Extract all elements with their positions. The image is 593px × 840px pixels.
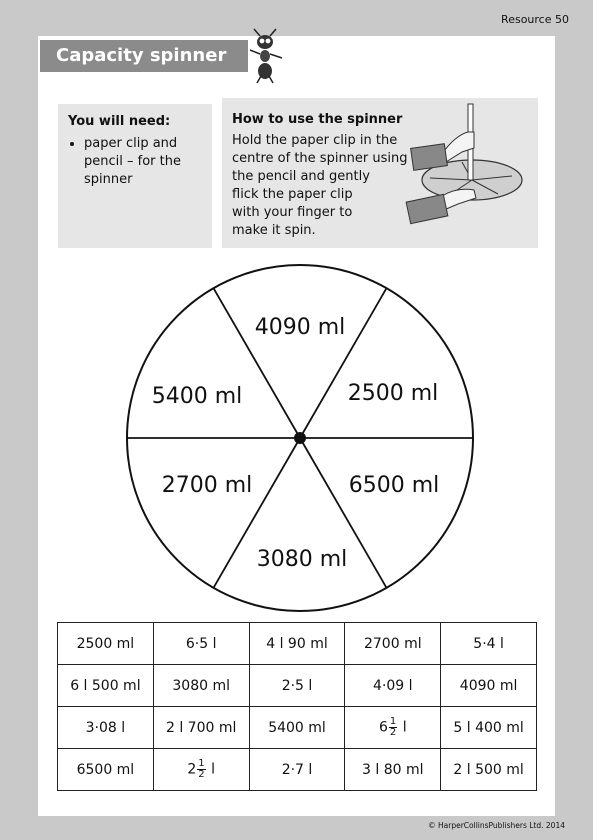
instruction-line: flick the paper clip xyxy=(232,187,353,202)
grid-cell: 3 l 80 ml xyxy=(345,749,441,791)
instruction-line: make it spin. xyxy=(232,223,316,238)
grid-cell: 2 l 500 ml xyxy=(441,749,537,791)
table-row xyxy=(58,707,537,749)
copyright-notice: © HarperCollinsPublishers Ltd. 2014 xyxy=(428,821,565,830)
instruction-line: Hold the paper clip in the xyxy=(232,133,398,148)
grid-cell: 2·7 l xyxy=(249,749,345,791)
grid-cell: 3·08 l xyxy=(58,707,154,749)
grid-cell: 6500 ml xyxy=(58,749,154,791)
instruction-line: with your finger to xyxy=(232,205,353,220)
table-row xyxy=(58,623,537,665)
grid-cell: 2700 ml xyxy=(345,623,441,665)
grid-cell: 3080 ml xyxy=(153,665,249,707)
grid-cell: 5 l 400 ml xyxy=(441,707,537,749)
spinner-section-label: 5400 ml xyxy=(151,384,243,409)
grid-cell: 2 $\frac{1}{2}$ l xyxy=(153,749,249,791)
grid-cell: 6·5 l xyxy=(153,623,249,665)
grid-cell: 4090 ml xyxy=(441,665,537,707)
ant-mascot-icon xyxy=(246,28,286,84)
list-item: • paper clip and pencil – for the spinner xyxy=(84,135,212,189)
grid-cell: 4·09 l xyxy=(345,665,441,707)
instruction-line: the pencil and gently xyxy=(232,169,370,184)
grid-cell: 2500 ml xyxy=(58,623,154,665)
spinner-section-label: 4090 ml xyxy=(254,315,346,340)
table-row xyxy=(58,749,537,791)
resource-label: Resource 50 xyxy=(501,13,569,26)
spinner-section-label: 2700 ml xyxy=(161,473,253,498)
how-to-instructions xyxy=(232,132,410,240)
you-will-need-panel xyxy=(58,104,212,248)
grid-cell: 5·4 l xyxy=(441,623,537,665)
answer-grid xyxy=(57,622,537,791)
grid-cell: 6 l 500 ml xyxy=(58,665,154,707)
title-banner xyxy=(40,40,248,72)
spinner-hand-illustration-icon xyxy=(402,98,538,228)
grid-cell: 5400 ml xyxy=(249,707,345,749)
spinner-section-label: 6500 ml xyxy=(348,473,440,498)
grid-cell: 2 l 700 ml xyxy=(153,707,249,749)
how-to-heading: How to use the spinner xyxy=(232,112,403,127)
capacity-spinner[interactable] xyxy=(124,262,476,614)
you-will-need-list xyxy=(58,135,212,189)
page-title: Capacity spinner xyxy=(56,45,227,66)
grid-cell: 2·5 l xyxy=(249,665,345,707)
spinner-center-pin xyxy=(294,432,306,444)
spinner-section-label: 3080 ml xyxy=(256,547,348,572)
table-row xyxy=(58,665,537,707)
you-will-need-heading: You will need: xyxy=(68,114,171,129)
grid-cell: 6 $\frac{1}{2}$ l xyxy=(345,707,441,749)
instruction-line: centre of the spinner using xyxy=(232,151,408,166)
spinner-section-label: 2500 ml xyxy=(347,381,439,406)
grid-cell: 4 l 90 ml xyxy=(249,623,345,665)
